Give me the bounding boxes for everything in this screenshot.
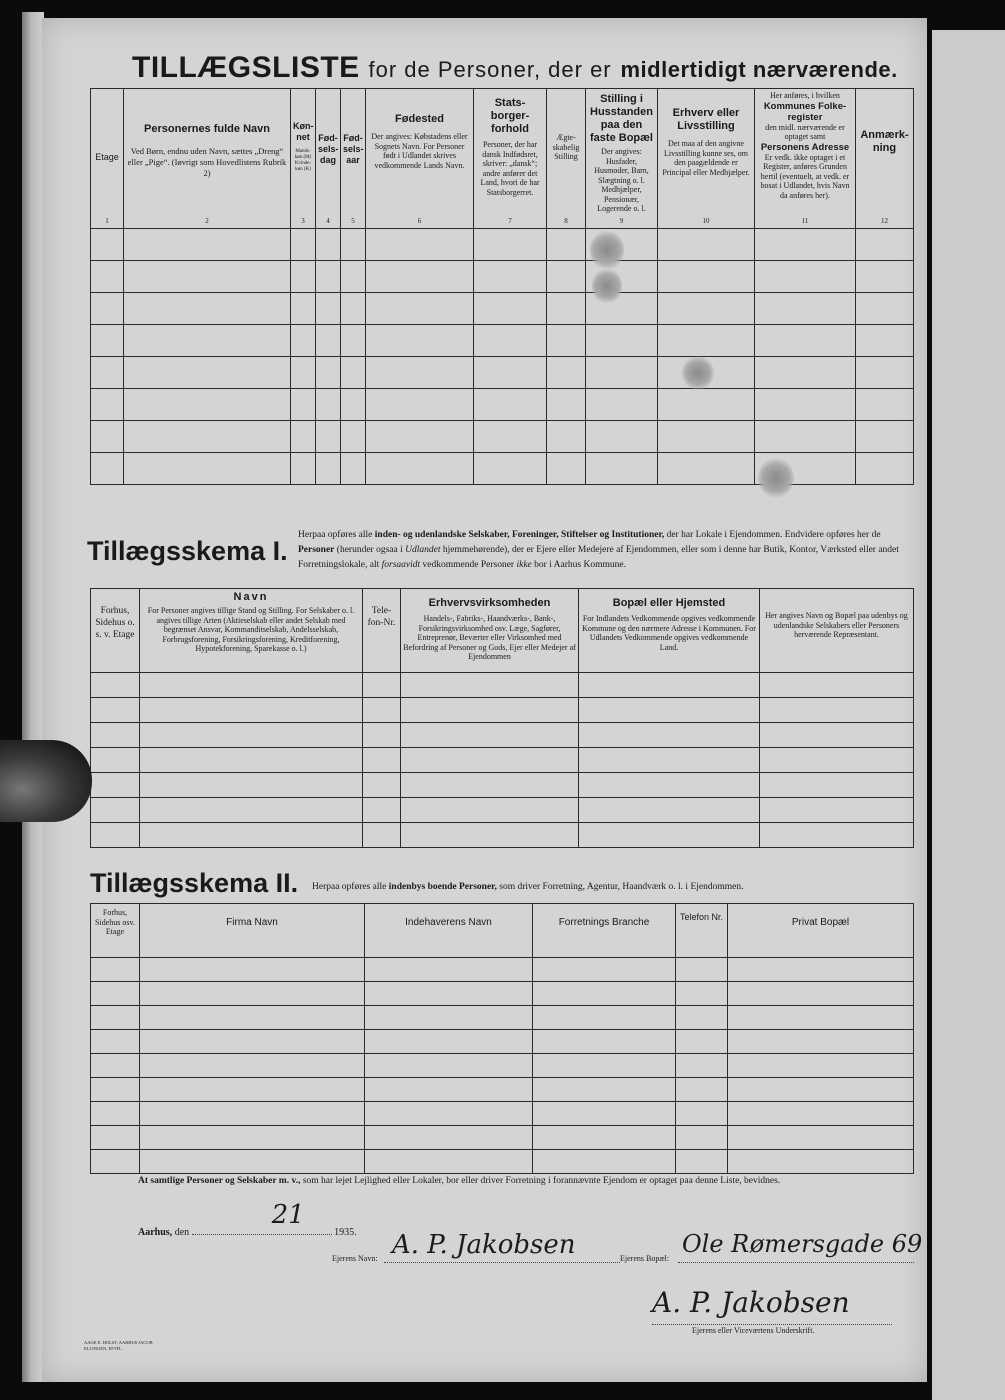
schema2-table — [90, 903, 914, 1174]
col-occupation: Erhverv eller Livsstilling Det maa af den angivne Livsstilling kunne ses, om den paagældende er Principal eller Medhjælper. 10 — [658, 89, 755, 229]
table-row — [91, 229, 914, 261]
s1-col-phone: Tele-fon-Nr. — [363, 589, 401, 673]
schema2-intro: Herpaa opføres alle indenbys boende Personer, som driver Forretning, Agentur, Haandværk o. l. i Ejendommen. — [312, 882, 744, 892]
col-marital: Ægte-skabelig Stilling 8 — [547, 89, 586, 229]
table-row — [91, 823, 914, 848]
col-gender: Køn-net Mands-køn (M) Kvinde-køn (K) 3 — [291, 89, 316, 229]
stain — [592, 268, 622, 304]
table-row — [91, 1102, 914, 1126]
s1-col-business: Erhvervsvirksomheden Handels-, Fabriks-, Haandværks-, Bank-, Forsikringsvirksomhed osv. Læge, Sagfører, Entreprenør, Beværter eller Virksomhed med Befordring af Personer og Gods, Ejer eller Medejer af Ejendommen — [401, 589, 579, 673]
stain — [590, 230, 624, 270]
col-remarks: Anmærk-ning 12 — [856, 89, 914, 229]
form-page — [42, 18, 927, 1382]
s2-col-phone: Telefon Nr. — [676, 904, 728, 958]
table-row — [91, 1030, 914, 1054]
stain — [758, 458, 794, 498]
col-household: Stilling i Husstanden paa den faste Bopæl Der angives: Husfader, Husmoder, Barn, Slægtning o. l. Medhjælper, Pensionær, Logerende o. l. 9 — [586, 89, 658, 229]
owner-name-field — [384, 1260, 620, 1263]
s2-col-branch: Forretnings Branche — [533, 904, 676, 958]
table-row — [91, 421, 914, 453]
schema1-title: Tillægsskema I. — [87, 536, 288, 566]
signature-field — [652, 1322, 892, 1325]
table-row — [91, 325, 914, 357]
stain — [682, 356, 714, 390]
col-etage: Etage 1 — [91, 89, 124, 229]
owner-residence-handwriting: Ole Rømersgade 69 — [682, 1230, 923, 1258]
schema2-title: Tillægsskema II. — [90, 868, 299, 898]
table-row — [91, 389, 914, 421]
attestation-text: At samtlige Personer og Selskaber m. v., som har lejet Lejlighed eller Lokaler, bor eller driver Forretning i forannævnte Ejendom er optaget paa denne Liste, bevidnes. — [138, 1176, 781, 1186]
table-row — [91, 357, 914, 389]
main-table — [90, 88, 914, 485]
year-label: 1935. — [334, 1227, 357, 1238]
s1-col-residence: Bopæl eller Hjemsted For Indlandets Vedkommende opgives vedkommende Kommune og den nærmere Adresse i Kommunen. For Udlandets Vedkommende opgives vedkommende Land. — [579, 589, 760, 673]
title-mid: midlertidigt nærværende. — [620, 57, 898, 82]
s1-col-name: Navn For Personer angives tillige Stand og Stilling. For Selskaber o. l. angives tillige Arten (Aktieselskab eller andet Selskab med begrænset Ansvar, Kommanditselskab, Andelsselskab, Forbrugsforening, Forsikringsforening, Kreditforening, Hypotekforening, Sparekasse o. l.) — [140, 589, 363, 673]
s2-col-firm: Firma Navn — [140, 904, 365, 958]
main-table-header — [91, 89, 914, 229]
table-row — [91, 261, 914, 293]
owner-residence-label: Ejerens Bopæl: — [620, 1254, 670, 1263]
signature-handwriting: A. P. Jakobsen — [652, 1286, 850, 1319]
s2-col-owner: Indehaverens Navn — [365, 904, 533, 958]
table-row — [91, 1150, 914, 1174]
col-birthyear: Fød-sels-aar 5 — [341, 89, 366, 229]
table-row — [91, 293, 914, 325]
schema1-table — [90, 588, 914, 848]
table-row — [91, 698, 914, 723]
page-title — [132, 51, 898, 85]
printer-mark: AAGE E. HOLST, AARHUS JACOB ELLINGEN, EFTFL. — [84, 1340, 153, 1351]
den-label: den — [174, 1227, 190, 1238]
schema1-intro: Herpaa opføres alle inden- og udenlandske Selskaber, Foreninger, Stiftelser og Institutioner, der har Lokale i Ejendommen. Endvidere opføres her de Personer (herunder ogsaa i Udlandet hjemmehørende), der er Ejere eller Medejere af Ejendommen, eller som i denne har Butik, Kontor, Værksted eller andet Forretningslokale, alt forsaavidt vedkommende Personer ikke bor i Aarhus Kommune. — [298, 530, 899, 570]
thumb — [0, 740, 92, 822]
s2-col-private: Privat Bopæl — [728, 904, 914, 958]
title-main: TILLÆGSLISTE — [132, 51, 360, 84]
date-line — [138, 1200, 357, 1238]
col-birthday: Fød-sels-dag 4 — [316, 89, 341, 229]
date-field — [192, 1200, 332, 1235]
s1-col-representative: Her angives Navn og Bopæl paa udenbys og udenlandske Selskabers eller Personers herværende Repræsentant. — [760, 589, 914, 673]
schema1-header — [91, 589, 914, 673]
owner-name-handwriting: A. P. Jakobsen — [392, 1230, 576, 1260]
table-row — [91, 1054, 914, 1078]
col-name: Personernes fulde Navn Ved Børn, endnu uden Navn, sættes „Dreng“ eller „Pige“. (Iøvrigt som Hovedlistens Rubrik 2) 2 — [124, 89, 291, 229]
table-row — [91, 1126, 914, 1150]
col-register: Her anføres, i hvilken Kommunes Folke-register den midl. nærværende er optaget samt Personens Adresse Er vedk. ikke optaget i et Register, anføres Grunden hertil (eventuelt, at vedk. er bosat i Udlandet, hvis Navn da anføres her). 11 — [755, 89, 856, 229]
table-row — [91, 1006, 914, 1030]
date-handwriting: 21 — [271, 1200, 305, 1230]
table-row — [91, 798, 914, 823]
city-label: Aarhus, — [138, 1227, 173, 1238]
page-edge — [22, 12, 44, 1382]
signature-label: Ejerens eller Viceværtens Underskrift. — [692, 1326, 815, 1335]
table-row — [91, 1078, 914, 1102]
owner-residence-field — [678, 1260, 914, 1263]
table-row — [91, 958, 914, 982]
col-birthplace: Fødested Der angives: Købstadens eller Sognets Navn. For Personer født i Udlandet skrives vedkommende Lands Navn. 6 — [366, 89, 474, 229]
table-row — [91, 773, 914, 798]
owner-name-label: Ejerens Navn: — [332, 1254, 378, 1263]
title-rest: for de Personer, der er — [368, 57, 612, 82]
adjacent-page — [932, 30, 1005, 1400]
table-row — [91, 982, 914, 1006]
table-row — [91, 723, 914, 748]
s2-col-floor: Forhus, Sidehus osv. Etage — [91, 904, 140, 958]
schema2-header — [91, 904, 914, 958]
s1-col-floor: Forhus, Sidehus o. s. v. Etage — [91, 589, 140, 673]
table-row — [91, 748, 914, 773]
table-row — [91, 673, 914, 698]
col-citizenship: Stats-borger-forhold Personer, der har dansk Indfødsret, skriver: „dansk“; andre anfører det Land, hvori de har Statsborgerret. 7 — [474, 89, 547, 229]
